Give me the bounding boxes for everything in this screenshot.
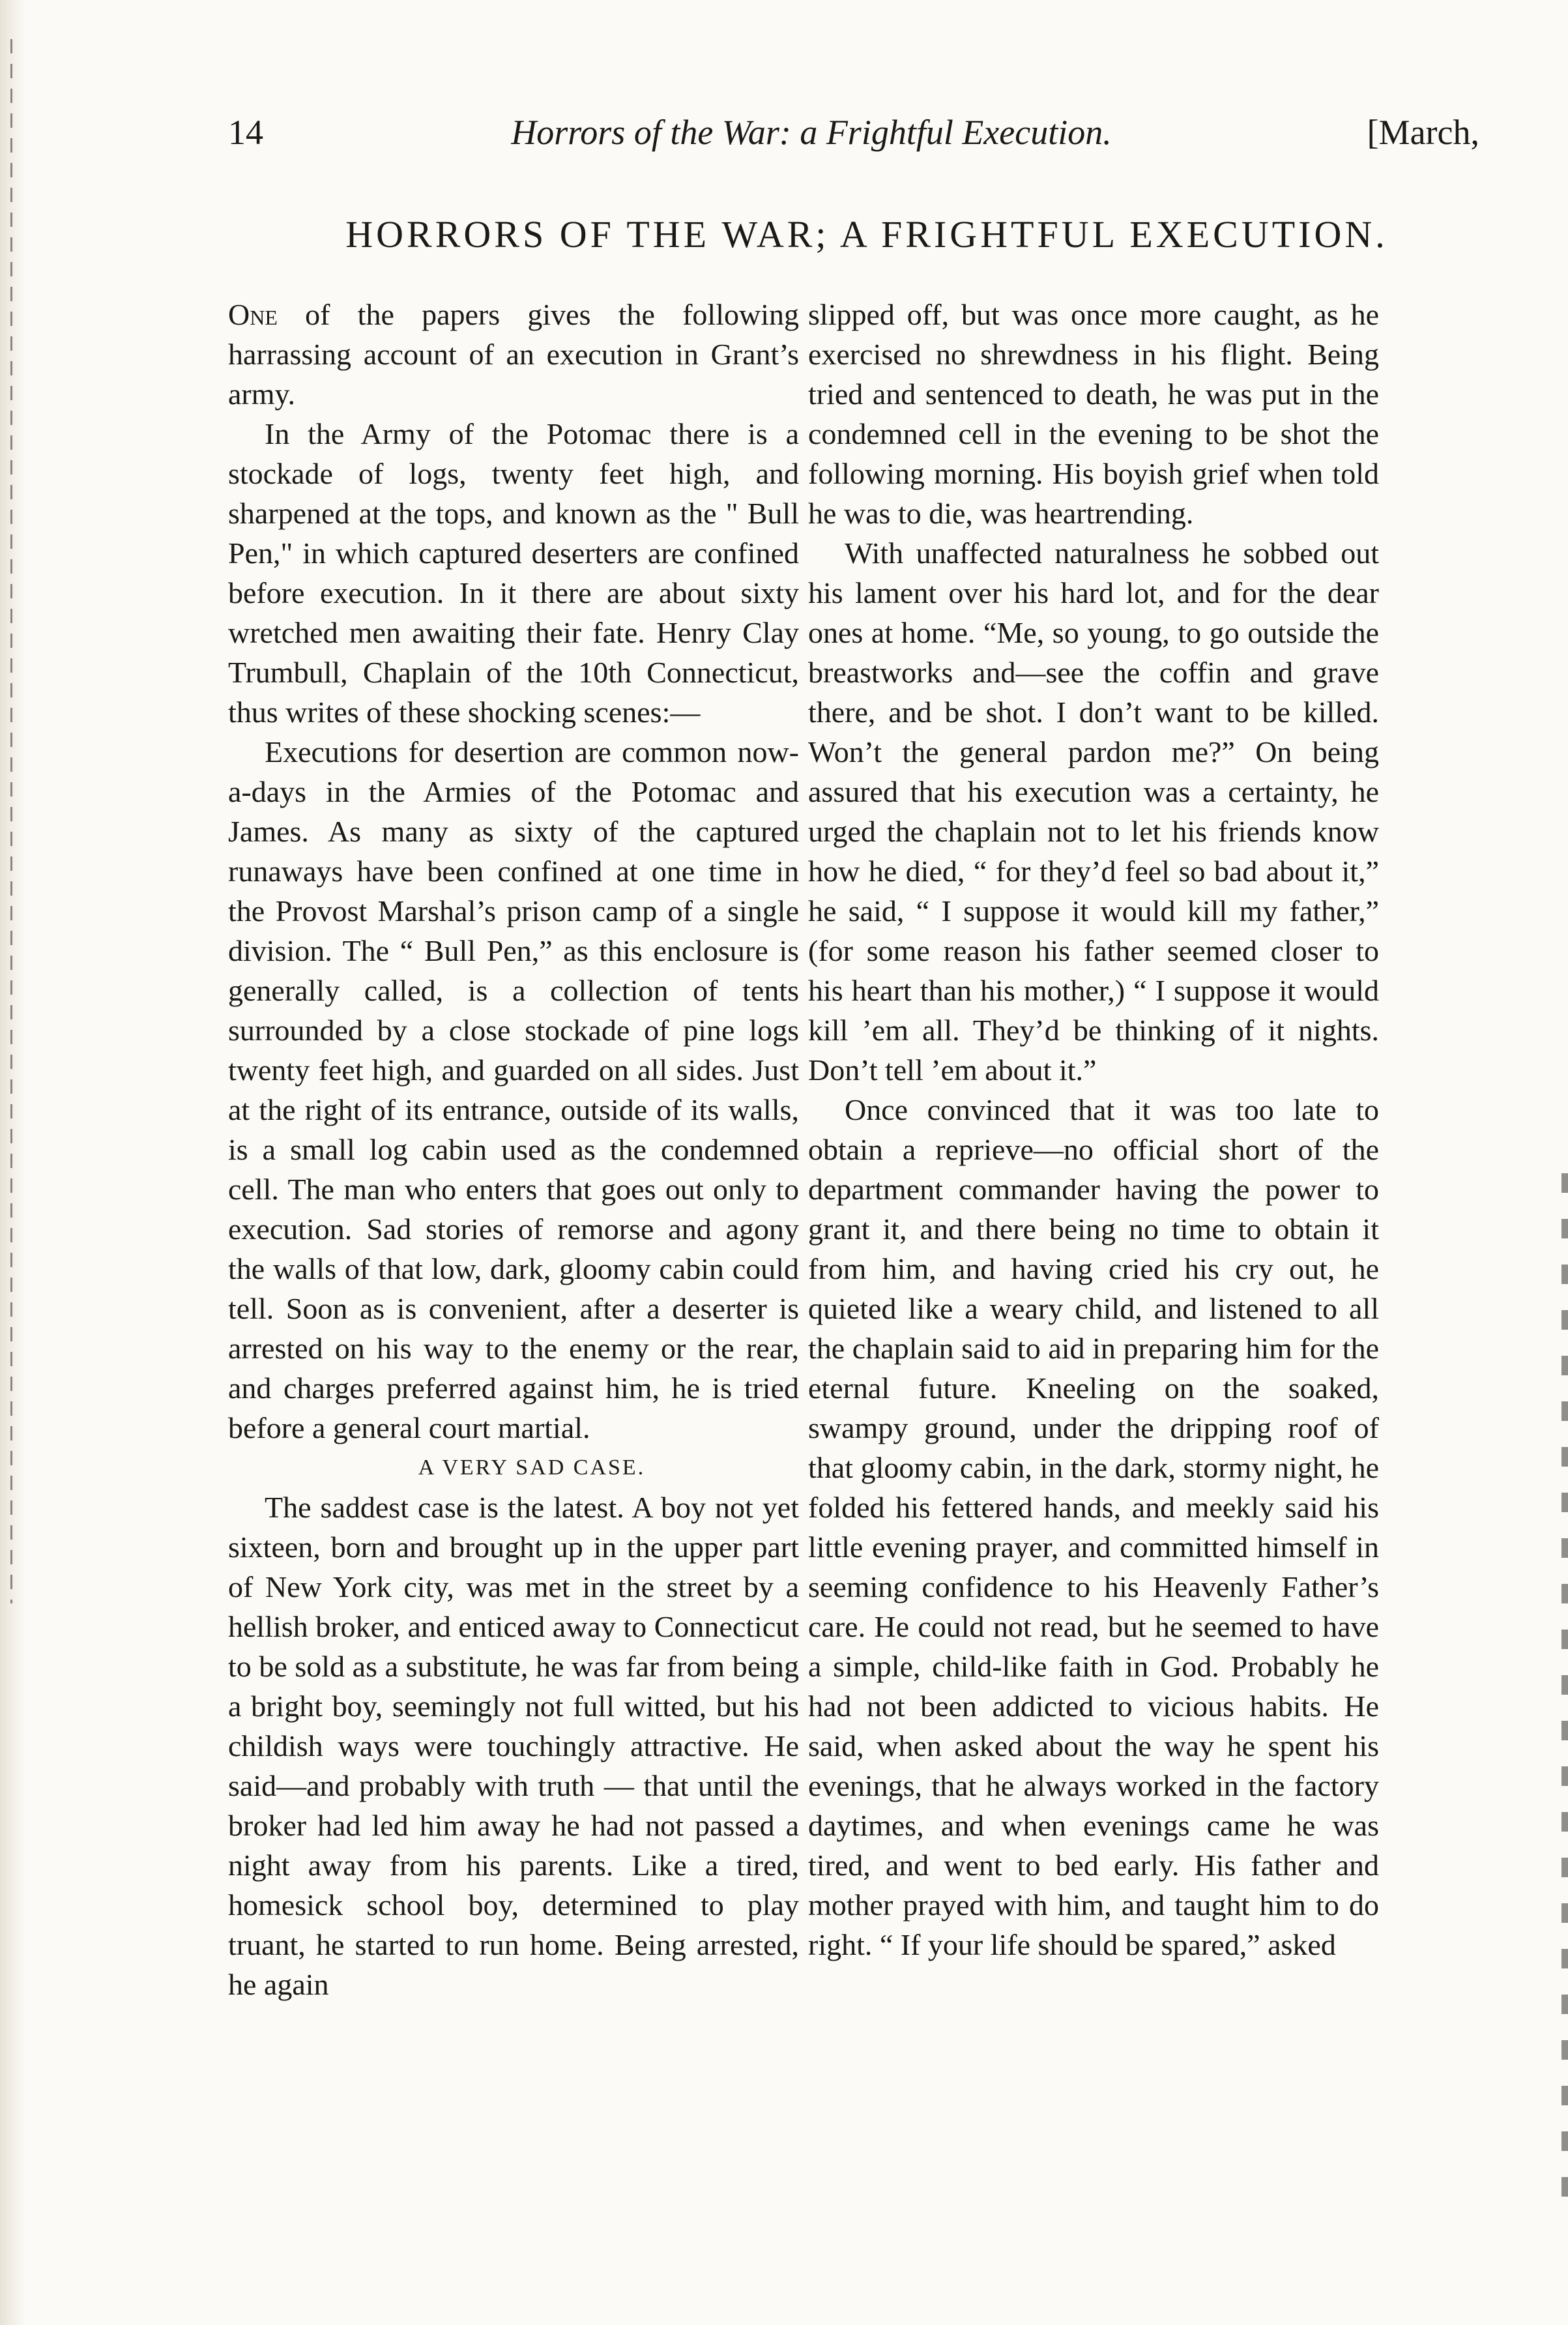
paragraph-reprieve: Once convinced that it was too late to obtain a reprieve—no official short of the department commander having the power to grant it, and there being no time to obtain it from him, and having cried his cry out, he quieted like a weary child, and listened to all the chaplain said to aid in preparing him for the eternal future. Kneeling on the soaked, swampy ground, under the dripping roof of that gloomy cabin, in the dark, stormy night, he folded his fettered hands, and meekly said his little evening prayer, and committed himself in seeming confidence to his Heavenly Father’s care. He could not read, but he seemed to have a simple, child-like faith in God. Probably he had not been addicted to vicious habits. He said, when asked about the way he spent his evenings, that he always worked in the factory daytimes, and when evenings came he was tired, and went to bed early. His father and mother prayed with him, and taught him to do right. “ If your life should be spared,” asked (808, 1093, 1379, 1961)
intro-text: of the papers gives the following harrassing account of an execution in Grant’s army. (228, 298, 799, 411)
running-date: [March, (1367, 113, 1479, 152)
drop-word: One (228, 298, 278, 331)
scan-binding-edge (0, 0, 25, 2325)
article-title: HORRORS OF THE WAR; A FRIGHTFUL EXECUTION. (345, 213, 1388, 256)
left-column (228, 295, 799, 2004)
paragraph-bull-pen: In the Army of the Potomac there is a stockade of logs, twenty feet high, and sharpened at the tops, and known as the " Bull Pen," in which captured deserters are confined before execution. In it there are about sixty wretched men awaiting their fate. Henry Clay Trumbull, Chaplain of the 10th Connecticut, thus writes of these shocking scenes:— (228, 417, 799, 729)
page-number: 14 (228, 113, 263, 152)
scan-right-edge (1561, 1173, 1568, 2216)
paragraph-saddest-case-continued: slipped off, but was once more caught, as he exercised no shrewdness in his flight. Being tried and sentenced to death, he was put in the condemned cell in the evening to be shot the following morning. His boyish grief when told he was to die, was heartrending. (808, 298, 1379, 530)
right-column (808, 295, 1379, 1965)
section-subheading: A VERY SAD CASE. (418, 1455, 646, 1480)
intro-paragraph (228, 295, 799, 414)
running-title: Horrors of the War: a Frightful Execution. (511, 113, 1112, 152)
paragraph-saddest-case: The saddest case is the latest. A boy not yet sixteen, born and brought up in the upper part of New York city, was met in the street by a hellish broker, and enticed away to Connecticut to be sold as a substitute, he was far from being a bright boy, seemingly not full witted, but his childish ways were touchingly attractive. He said—and probably with truth — that until the broker had led him away he had not passed a night away from his parents. Like a tired, homesick school boy, determined to play truant, he started to run home. Being arrested, he again (228, 1491, 799, 2001)
paragraph-executions: Executions for desertion are common now-a-days in the Armies of the Potomac and James. As many as sixty of the captured runaways have been confined at one time in the Provost Marshal’s prison camp of a single division. The “ Bull Pen,” as this enclosure is generally called, is a collection of tents surrounded by a close stockade of pine logs twenty feet high, and guarded on all sides. Just at the right of its entrance, outside of its walls, is a small log cabin used as the condemned cell. The man who enters that goes out only to execution. Sad stories of remorse and agony the walls of that low, dark, gloomy cabin could tell. Soon as is convenient, after a deserter is arrested on his way to the enemy or the rear, and charges preferred against him, he is tried before a general court martial. (228, 735, 799, 1444)
paragraph-lament: With unaffected naturalness he sobbed out his lament over his hard lot, and for the dear ones at home. “Me, so young, to go outside the breastworks and—see the coffin and grave there, and be shot. I don’t want to be killed. Won’t the general pardon me?” On being assured that his execution was a certainty, he urged the chaplain not to let his friends know how he died, “ for they’d feel so bad about it,” he said, “ I suppose it would kill my father,” (for some reason his father seemed closer to his heart than his mother,) “ I suppose it would kill ’em all. They’d be thinking of it nights. Don’t tell ’em about it.” (808, 536, 1379, 1087)
running-head (228, 112, 1479, 164)
